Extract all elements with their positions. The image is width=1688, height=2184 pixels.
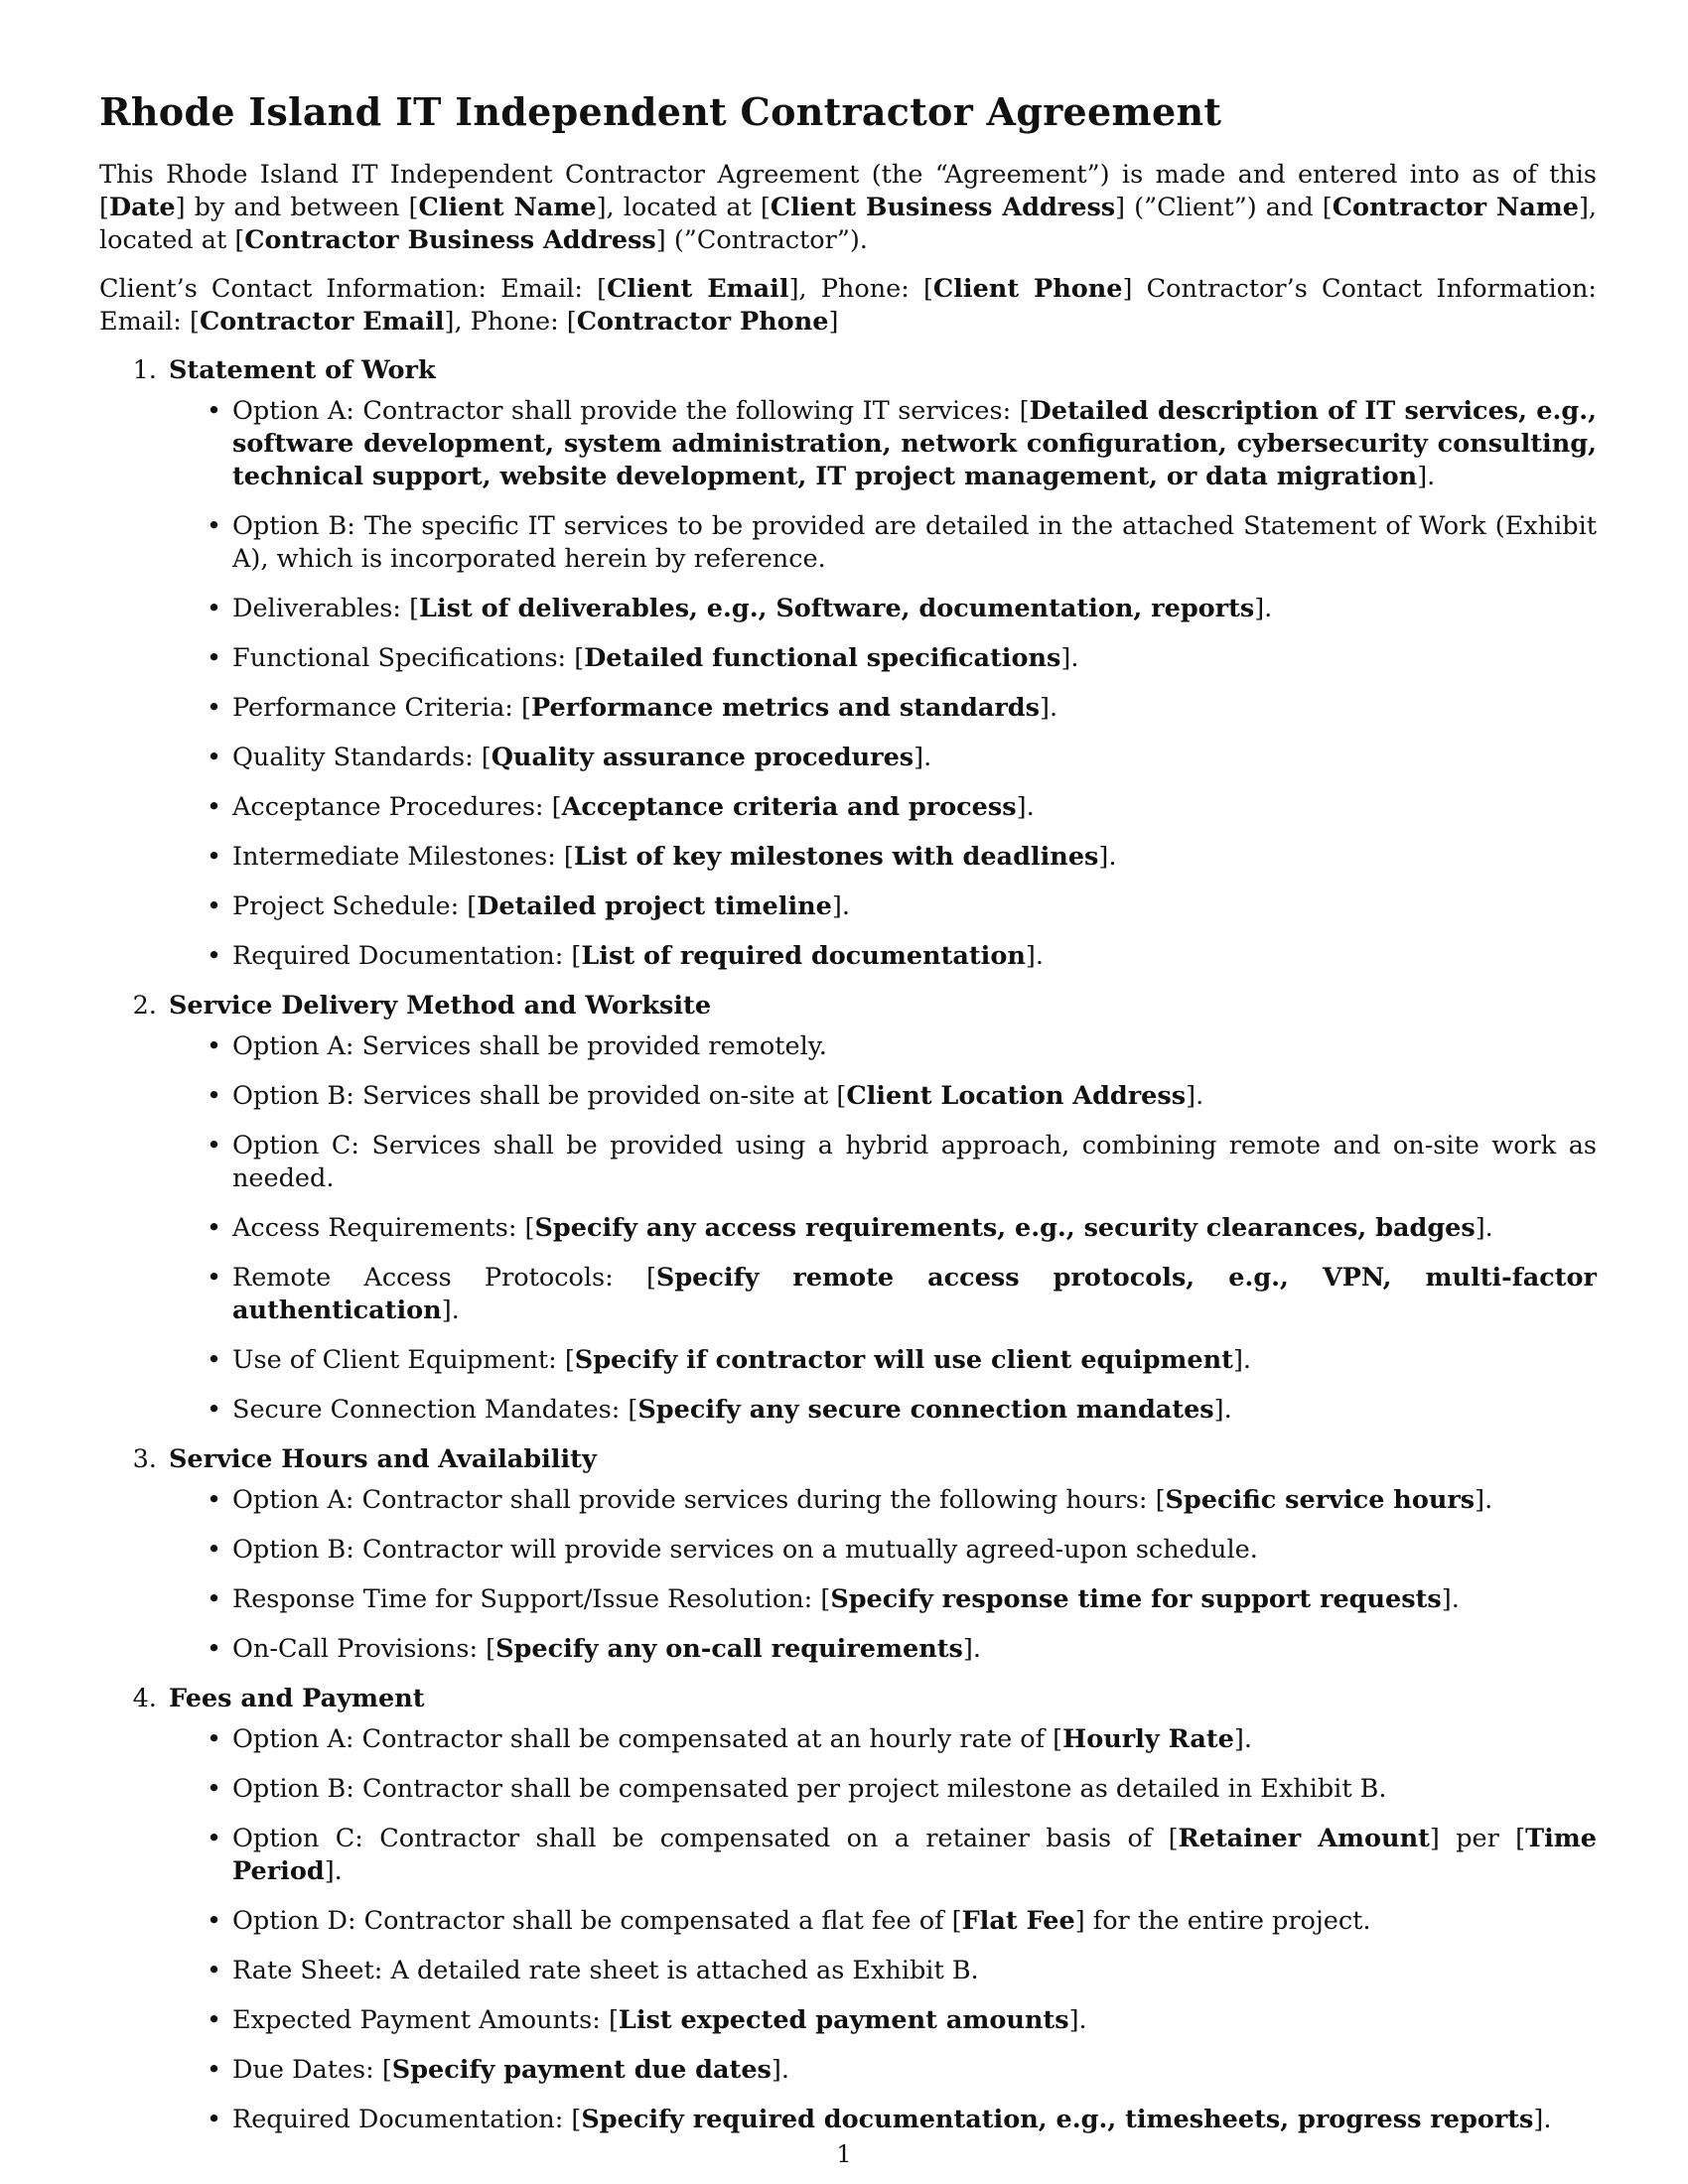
placeholder-field: Client Business Address <box>770 193 1116 222</box>
placeholder-field: Quality assurance procedures <box>491 743 914 772</box>
placeholder-field: Acceptance criteria and process <box>561 792 1017 822</box>
text-run: Rate Sheet: A detailed rate sheet is attached as Exhibit B. <box>232 1956 979 1985</box>
text-run: Required Documentation: [ <box>232 941 582 971</box>
text-run: ] per [ <box>1429 1824 1526 1853</box>
placeholder-field: Specify remote access protocols, e.g., VPN, multi-factor authentication <box>232 1263 1597 1325</box>
document-title: Rhode Island IT Independent Contractor Agreement <box>99 89 1222 134</box>
placeholder-field: Date <box>108 193 176 222</box>
clause-item <box>232 1030 1597 1063</box>
placeholder-field: Flat Fee <box>961 1906 1075 1936</box>
text-run: Quality Standards: [ <box>232 743 492 772</box>
placeholder-field: Detailed project timeline <box>477 891 832 921</box>
section <box>165 990 1597 1427</box>
section <box>165 354 1597 973</box>
clause-item <box>232 1262 1597 1327</box>
text-run: Option A: Contractor shall provide the following IT services: [ <box>232 396 1030 426</box>
text-run: Required Documentation: [ <box>232 2105 582 2134</box>
text-run: ] Contractor’s Contact Information: Email: [ <box>99 274 1597 337</box>
text-run: ]. <box>1025 941 1044 971</box>
clause-item <box>232 692 1597 725</box>
placeholder-field: List of deliverables, e.g., Software, documentation, reports <box>419 594 1255 623</box>
text-run: ]. <box>1016 792 1035 822</box>
text-run: ]. <box>831 891 850 921</box>
text-run: Option B: Contractor shall be compensated per project milestone as detailed in Exhibit B. <box>232 1774 1387 1804</box>
text-run: ]. <box>1040 693 1058 723</box>
placeholder-field: Performance metrics and standards <box>530 693 1040 723</box>
placeholder-field: Specify required documentation, e.g., timesheets, progress reports <box>581 2105 1534 2134</box>
clause-item <box>232 593 1597 625</box>
clause-item <box>232 1773 1597 1806</box>
placeholder-field: List of key milestones with deadlines <box>573 842 1099 872</box>
section-title: Statement of Work <box>169 355 436 385</box>
clause-item <box>232 841 1597 874</box>
section-title: Service Delivery Method and Worksite <box>169 991 712 1021</box>
text-run: ]. <box>1233 1724 1252 1754</box>
text-run: ]. <box>1475 1485 1493 1515</box>
clause-item <box>232 1394 1597 1427</box>
placeholder-field: Specify any on-call requirements <box>495 1634 963 1664</box>
clause-item <box>232 2104 1597 2136</box>
text-run: Performance Criteria: [ <box>232 693 531 723</box>
text-run: Project Schedule: [ <box>232 891 478 921</box>
clause-list <box>169 1484 1597 1666</box>
text-run: ], located at [ <box>596 193 771 222</box>
clause-item <box>232 1080 1597 1113</box>
placeholder-field: List of required documentation <box>581 941 1026 971</box>
clause-item <box>232 1583 1597 1616</box>
clause-item <box>232 642 1597 675</box>
text-run: Use of Client Equipment: [ <box>232 1345 575 1375</box>
clause-item <box>232 1344 1597 1377</box>
text-run: Option C: Contractor shall be compensated on a retainer basis of [ <box>232 1824 1179 1853</box>
text-run: Secure Connection Mandates: [ <box>232 1395 638 1425</box>
placeholder-field: Specify response time for support requests <box>830 1584 1442 1614</box>
clause-item <box>232 1534 1597 1567</box>
section-list <box>99 354 1597 2136</box>
clause-item <box>232 1905 1597 1938</box>
text-run: ] for the entire project. <box>1074 1906 1371 1936</box>
text-run: ]. <box>1098 842 1117 872</box>
text-run: ]. <box>1533 2105 1552 2134</box>
text-run: Option C: Services shall be provided using a hybrid approach, combining remote and on-site work as needed. <box>232 1131 1597 1193</box>
clause-item <box>232 1633 1597 1666</box>
clause-item <box>232 1723 1597 1756</box>
text-run: ]. <box>771 2055 789 2085</box>
clause-list <box>169 395 1597 973</box>
clause-list <box>169 1030 1597 1427</box>
document-page <box>99 89 1597 2153</box>
text-run: ]. <box>914 743 932 772</box>
text-run: ]. <box>962 1634 981 1664</box>
placeholder-field: Client Phone <box>932 274 1123 304</box>
page-number: 1 <box>836 2140 852 2168</box>
text-run: Option B: Services shall be provided on-site at [ <box>232 1081 847 1111</box>
text-run: ]. <box>1475 1213 1493 1243</box>
placeholder-field: Specific service hours <box>1165 1485 1476 1515</box>
text-run: Option A: Services shall be provided remotely. <box>232 1031 827 1061</box>
clause-item <box>232 2054 1597 2087</box>
text-run: Option A: Contractor shall provide services during the following hours: [ <box>232 1485 1166 1515</box>
text-run: ], located at [ <box>99 193 1597 255</box>
text-run: ]. <box>324 1856 343 1886</box>
text-run: Response Time for Support/Issue Resolution: [ <box>232 1584 831 1614</box>
text-run: Functional Specifications: [ <box>232 643 585 673</box>
text-run: Intermediate Milestones: [ <box>232 842 574 872</box>
placeholder-field: Detailed description of IT services, e.g., software development, system administration, network configuration, cybersecurity consulting, technical support, website development, IT project management, or data migration <box>232 396 1597 491</box>
contact-paragraph <box>99 273 1597 339</box>
text-run: Option B: Contractor will provide services on a mutually agreed-upon schedule. <box>232 1535 1258 1565</box>
placeholder-field: Specify payment due dates <box>391 2055 772 2085</box>
placeholder-field: Specify if contractor will use client equipment <box>574 1345 1233 1375</box>
text-run: Option D: Contractor shall be compensated a flat fee of [ <box>232 1906 962 1936</box>
clause-item <box>232 1130 1597 1195</box>
placeholder-field: Client Location Address <box>846 1081 1187 1111</box>
text-run: ]. <box>1254 594 1273 623</box>
section <box>165 1683 1597 2136</box>
clause-list <box>169 1723 1597 2136</box>
intro-paragraph <box>99 159 1597 257</box>
text-run: On-Call Provisions: [ <box>232 1634 496 1664</box>
clause-item <box>232 395 1597 493</box>
section-title: Service Hours and Availability <box>169 1444 597 1474</box>
placeholder-field: Client Name <box>418 193 597 222</box>
placeholder-field: Contractor Email <box>199 307 445 337</box>
text-run: ]. <box>1186 1081 1204 1111</box>
placeholder-field: Specify any secure connection mandates <box>637 1395 1214 1425</box>
text-run: Deliverables: [ <box>232 594 420 623</box>
section <box>165 1443 1597 1666</box>
text-run: Remote Access Protocols: [ <box>232 1263 656 1293</box>
placeholder-field: Retainer Amount <box>1178 1824 1430 1853</box>
placeholder-field: Time Period <box>232 1824 1597 1886</box>
clause-item <box>232 510 1597 576</box>
text-run: ]. <box>1232 1345 1252 1375</box>
text-run: Client’s Contact Information: Email: [ <box>99 274 608 304</box>
placeholder-field: Contractor Name <box>1332 193 1579 222</box>
clause-item <box>232 1823 1597 1888</box>
text-run: Option A: Contractor shall be compensated at an hourly rate of [ <box>232 1724 1063 1754</box>
text-run: ]. <box>441 1296 460 1325</box>
text-run: ] <box>828 307 839 337</box>
text-run: Expected Payment Amounts: [ <box>232 2005 619 2035</box>
text-run: Access Requirements: [ <box>232 1213 535 1243</box>
text-run: ], Phone: [ <box>444 307 577 337</box>
text-run: Option B: The specific IT services to be provided are detailed in the attached Statement of Work (Exhibit A), which is incorporated herein by reference. <box>232 511 1597 574</box>
clause-item <box>232 1484 1597 1517</box>
text-run: Due Dates: [ <box>232 2055 392 2085</box>
clause-item <box>232 890 1597 923</box>
text-run: ] by and between [ <box>175 193 419 222</box>
placeholder-field: Hourly Rate <box>1062 1724 1234 1754</box>
clause-item <box>232 1955 1597 1987</box>
text-run: ]. <box>1068 2005 1087 2035</box>
clause-item <box>232 2004 1597 2037</box>
text-run: ]. <box>1213 1395 1232 1425</box>
placeholder-field: Client Email <box>607 274 789 304</box>
text-run: ], Phone: [ <box>788 274 933 304</box>
clause-item <box>232 1212 1597 1245</box>
text-run: ]. <box>1417 462 1436 491</box>
placeholder-field: Contractor Business Address <box>244 225 656 255</box>
text-run: Acceptance Procedures: [ <box>232 792 562 822</box>
text-run: ]. <box>1441 1584 1460 1614</box>
placeholder-field: Contractor Phone <box>576 307 829 337</box>
section-title: Fees and Payment <box>169 1684 425 1713</box>
clause-item <box>232 791 1597 824</box>
placeholder-field: Specify any access requirements, e.g., security clearances, badges <box>534 1213 1476 1243</box>
placeholder-field: List expected payment amounts <box>618 2005 1069 2035</box>
text-run: ] (”Client”) and [ <box>1115 193 1333 222</box>
placeholder-field: Detailed functional specifications <box>584 643 1061 673</box>
clause-item <box>232 742 1597 774</box>
text-run: This Rhode Island IT Independent Contractor Agreement (the “Agreement”) is made and entered into as of this [ <box>99 160 1597 222</box>
text-run: ] (”Contractor”). <box>655 225 868 255</box>
text-run: ]. <box>1060 643 1079 673</box>
clause-item <box>232 940 1597 973</box>
